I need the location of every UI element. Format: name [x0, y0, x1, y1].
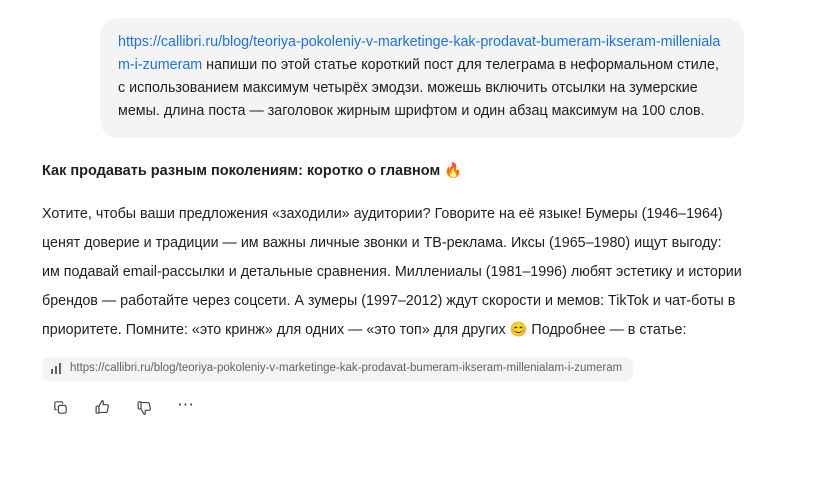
- thumbs-down-icon: [136, 399, 153, 416]
- more-dots-icon: ⋯: [177, 394, 195, 414]
- answer-heading: [42, 160, 742, 182]
- copy-button[interactable]: [46, 393, 74, 421]
- prompt-article-link[interactable]: https://callibri.ru/blog/teoriya-pokoleniy-v-marketinge-kak-prodavat-bumeram-ikseram-millenialam-i-zumeram: [118, 34, 721, 73]
- user-prompt-text: [118, 31, 726, 123]
- user-prompt-bubble: [100, 18, 744, 138]
- answer-heading-text: Как продавать разным поколениям: коротко о главном: [42, 163, 445, 179]
- source-chip-url: https://callibri.ru/blog/teoriya-pokoleniy-v-marketinge-kak-prodavat-bumeram-ikseram-millenialam-i-zumeram: [70, 362, 623, 374]
- fire-emoji-icon: 🔥: [444, 163, 463, 179]
- thumbs-up-icon: [94, 399, 111, 416]
- thumbs-down-button[interactable]: [130, 393, 158, 421]
- source-link-chip[interactable]: [42, 357, 633, 381]
- thumbs-up-button[interactable]: [88, 393, 116, 421]
- answer-paragraph: Хотите, чтобы ваши предложения «заходили» аудитории? Говорите на её языке! Бумеры (1946–1964) ценят доверие и традиции — им важны личные звонки и ТВ-реклама. Иксы (1965–1980) ищут выгоду: им подавай email-рассылки и детальные сравнения. Миллениалы (1981–1996) любят эстетику и истории брендов — работайте через соцсети. А зумеры (1997–2012) ждут скорости и мемов: TikTok и чат-боты в приоритете. Помните: «это кринж» для одних — «это топ» для других 😊 Подробнее — в статье:: [42, 206, 742, 338]
- answer-actions-toolbar: [46, 393, 200, 421]
- more-options-button[interactable]: [172, 393, 200, 421]
- assistant-answer: [42, 160, 742, 345]
- bar-chart-icon: [51, 363, 63, 374]
- prompt-instruction-text: напиши по этой статье короткий пост для телеграма в неформальном стиле, с использованием максимум четырёх эмодзи. можешь включить отсылки на зумерские мемы. длина поста — заголовок жирным шрифтом и один абзац максимум на 100 слов.: [118, 57, 719, 119]
- copy-icon: [52, 399, 69, 416]
